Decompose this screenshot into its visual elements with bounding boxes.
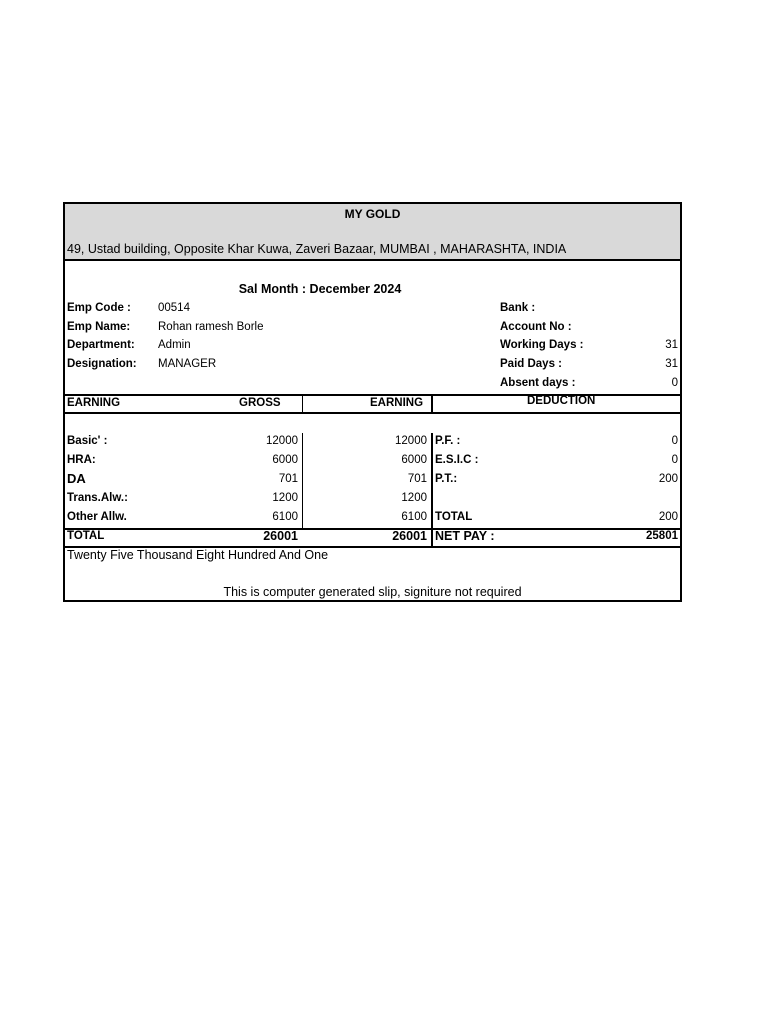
- working-days-label: Working Days :: [500, 339, 584, 351]
- totals-top-border: [65, 528, 680, 530]
- department-value: Admin: [158, 339, 191, 351]
- deduction-header: DEDUCTION: [527, 395, 596, 407]
- working-days-value: 31: [665, 339, 678, 351]
- department-label: Department:: [67, 339, 135, 351]
- company-name: MY GOLD: [344, 207, 401, 221]
- emp-code-value: 00514: [158, 302, 190, 314]
- other-allw-gross: 6100: [272, 511, 298, 523]
- company-address: 49, Ustad building, Opposite Khar Kuwa, Zaveri Bazaar, MUMBAI , MAHARASHTA, INDIA: [67, 242, 567, 256]
- trans-alw-label: Trans.Alw.:: [67, 492, 128, 504]
- designation-value: MANAGER: [158, 358, 217, 370]
- trans-alw-earning: 1200: [401, 492, 427, 504]
- pf-label: P.F. :: [435, 435, 461, 447]
- paid-days-label: Paid Days :: [500, 358, 562, 370]
- absent-days-value: 0: [671, 377, 678, 389]
- salary-month: Sal Month : December 2024: [238, 282, 402, 296]
- other-allw-label: Other Allw.: [67, 511, 127, 523]
- gross-earning-divider: [302, 433, 303, 529]
- deduction-total-label: TOTAL: [435, 511, 473, 523]
- gross-col-divider: [302, 394, 303, 414]
- paid-days-value: 31: [665, 358, 678, 370]
- deduction-col-divider: [431, 394, 433, 414]
- salary-slip: [63, 202, 682, 602]
- hra-gross: 6000: [272, 454, 298, 466]
- company-header: [65, 204, 680, 261]
- total-label: TOTAL: [67, 530, 105, 542]
- hra-label: HRA:: [67, 454, 96, 466]
- pt-value: 200: [658, 473, 678, 485]
- basic-gross: 12000: [266, 435, 298, 447]
- da-gross: 701: [278, 473, 298, 485]
- total-gross: 26001: [263, 529, 298, 543]
- footer-note: This is computer generated slip, signiture not required: [223, 585, 522, 599]
- trans-alw-gross: 1200: [272, 492, 298, 504]
- totals-col-divider: [431, 528, 433, 548]
- table-header-border: [65, 412, 680, 414]
- da-earning: 701: [407, 473, 427, 485]
- basic-label: Basic' :: [67, 435, 108, 447]
- basic-earning: 12000: [395, 435, 427, 447]
- hra-earning: 6000: [401, 454, 427, 466]
- pf-value: 0: [671, 435, 678, 447]
- net-pay-value: 25801: [646, 530, 678, 542]
- earning-header: EARNING: [67, 397, 121, 409]
- emp-name-value: Rohan ramesh Borle: [158, 321, 264, 333]
- earning-deduction-divider: [431, 433, 433, 529]
- gross-header: GROSS: [239, 397, 281, 409]
- pt-label: P.T.:: [435, 473, 458, 485]
- account-no-label: Account No :: [500, 321, 572, 333]
- earning-header-2: EARNING: [370, 397, 424, 409]
- amount-in-words: Twenty Five Thousand Eight Hundred And One: [67, 548, 329, 562]
- bank-label: Bank :: [500, 302, 536, 314]
- da-label: DA: [67, 471, 86, 486]
- deduction-total-value: 200: [658, 511, 678, 523]
- other-allw-earning: 6100: [401, 511, 427, 523]
- absent-days-label: Absent days :: [500, 377, 576, 389]
- emp-name-label: Emp Name:: [67, 321, 131, 333]
- net-pay-label: NET PAY :: [435, 529, 495, 543]
- esic-value: 0: [671, 454, 678, 466]
- designation-label: Designation:: [67, 358, 137, 370]
- total-earning: 26001: [392, 529, 427, 543]
- emp-code-label: Emp Code :: [67, 302, 131, 314]
- esic-label: E.S.I.C :: [435, 454, 479, 466]
